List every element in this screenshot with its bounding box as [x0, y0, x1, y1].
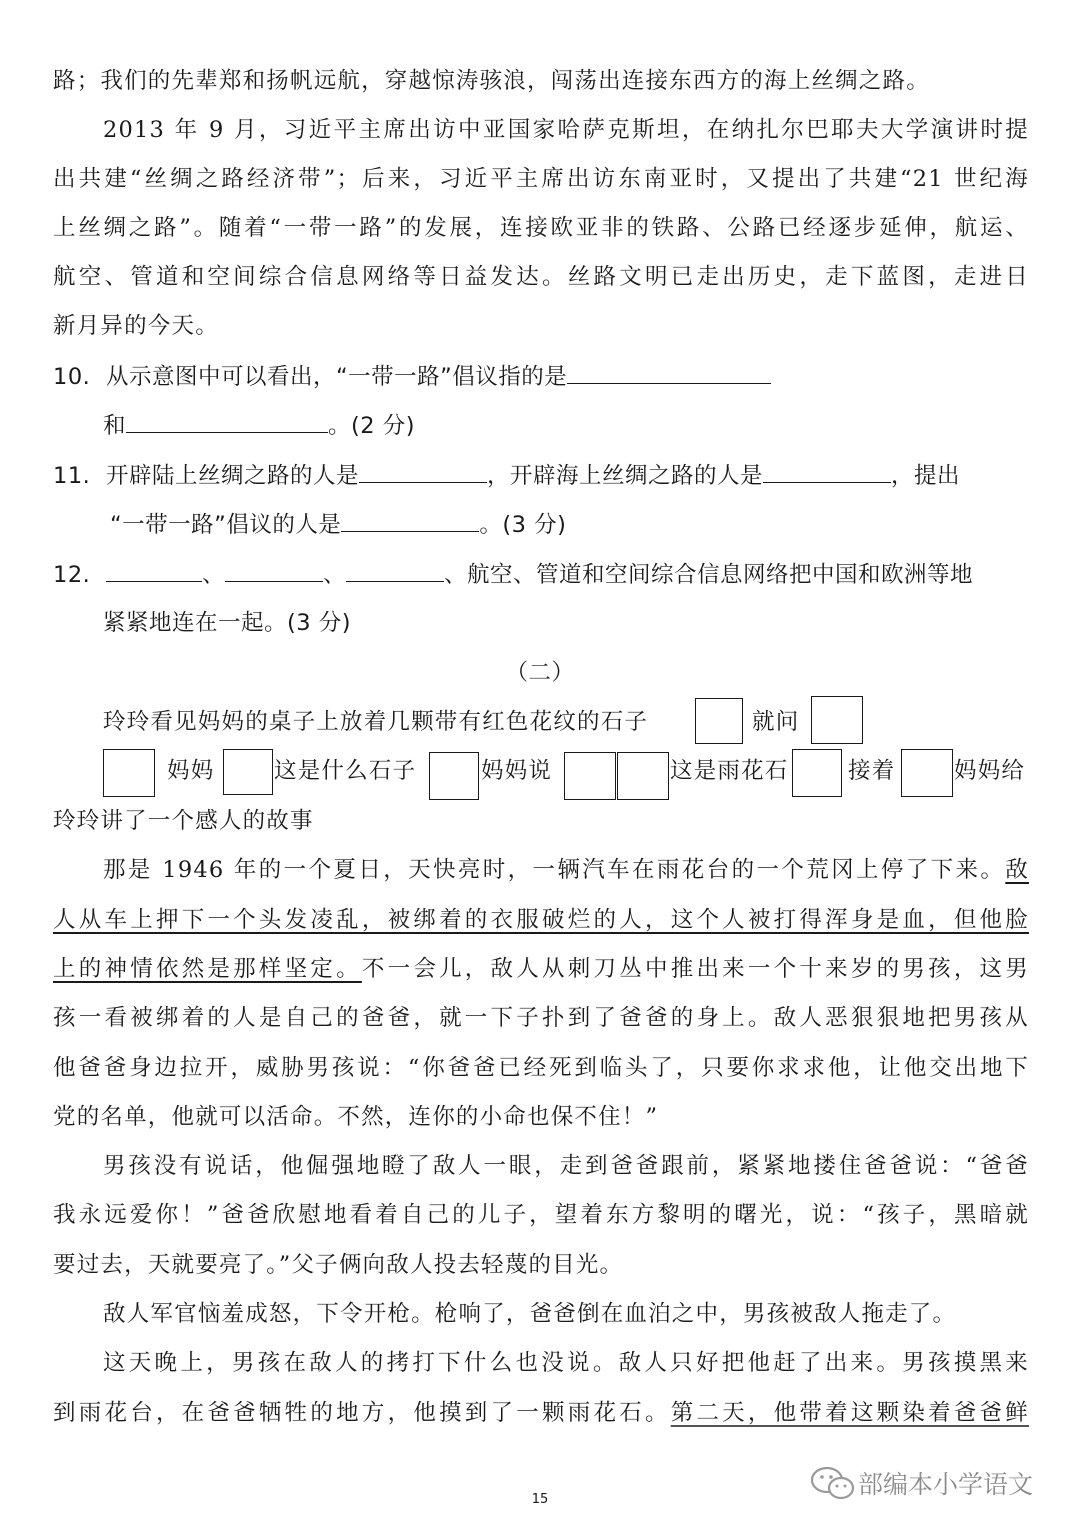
- text-fragment: 妈妈给: [954, 758, 1026, 784]
- text-line: 党的名单，他就可以活命。不然，连你的小命也保不住！”: [53, 1104, 659, 1130]
- answer-blank[interactable]: [126, 410, 328, 433]
- underlined-sentence: 上的神情依然是那样坚定。: [53, 956, 362, 982]
- question-text: 从示意图中可以看出，“一带一路”倡议指的是: [105, 364, 568, 390]
- separator: 、: [201, 562, 225, 588]
- answer-blank[interactable]: [225, 559, 323, 582]
- punctuation-box[interactable]: [617, 752, 669, 800]
- punctuation-box[interactable]: [811, 696, 863, 744]
- question-11: [53, 460, 1029, 491]
- question-text: 、航空、管道和空间综合信息网络把中国和欧洲等地: [443, 562, 973, 588]
- punctuation-box[interactable]: [429, 752, 479, 800]
- text-line: 男孩没有说话，他倔强地瞪了敌人一眼，走到爸爸跟前，紧紧地搂住爸爸说：“爸爸: [103, 1153, 1029, 1179]
- question-text: ，开辟海上丝绸之路的人是: [486, 463, 763, 489]
- underlined-sentence: 敌: [1005, 857, 1029, 883]
- question-text: ，提出: [890, 463, 960, 489]
- question-text: 和: [103, 413, 127, 439]
- text-line: 要过去，天就要亮了。”父子俩向敌人投去轻蔑的目光。: [53, 1252, 624, 1278]
- question-12-line2: 紧紧地连在一起。(3 分): [103, 610, 352, 636]
- text-line: 敌人军官恼羞成怒，下令开枪。枪响了，爸爸倒在血泊之中，男孩被敌人拖走了。: [103, 1301, 957, 1327]
- answer-blank[interactable]: [567, 361, 771, 384]
- punctuation-box[interactable]: [103, 749, 155, 797]
- question-10-line2: [103, 410, 1079, 441]
- question-11-line2: [110, 509, 1080, 540]
- text-line: [103, 855, 1029, 885]
- text-line: 航空、管道和空间综合信息网络等日益发达。丝路文明已走出历史，走下蓝图，走进日: [53, 264, 1029, 290]
- text-line: [53, 1398, 1029, 1428]
- text-fragment: 妈妈: [167, 758, 215, 784]
- punctuation-box[interactable]: [901, 749, 953, 797]
- question-score: 。(3 分): [479, 512, 567, 538]
- answer-blank[interactable]: [763, 460, 891, 483]
- answer-blank[interactable]: [359, 460, 487, 483]
- question-number: 12.: [53, 562, 91, 588]
- question-number: 11.: [53, 463, 91, 489]
- section-heading: （二）: [505, 660, 575, 686]
- text-line: [53, 954, 1029, 984]
- question-text: 开辟陆上丝绸之路的人是: [105, 463, 359, 489]
- text-line: 出共建“丝绸之路经济带”；后来，习近平主席出访东南亚时，又提出了共建“21 世纪海: [53, 166, 1029, 192]
- punctuation-box[interactable]: [564, 752, 616, 800]
- text-line: 这天晚上，男孩在敌人的拷打下什么也没说。敌人只好把他赶了出来。男孩摸黑来: [103, 1350, 1029, 1376]
- text-fragment: 到雨花台，在爸爸牺牲的地方，他摸到了一颗雨花石。: [53, 1400, 671, 1426]
- text-fragment: 接着: [848, 758, 896, 784]
- text-fragment: 不一会儿，敌人从刺刀丛中推出来一个十来岁的男孩，这男: [361, 956, 1030, 982]
- question-text: “一带一路”倡议的人是: [110, 512, 342, 538]
- separator: 、: [322, 562, 346, 588]
- punctuation-box[interactable]: [223, 749, 273, 795]
- text-line: 新月异的今天。: [53, 313, 219, 339]
- text-fragment: 妈妈说: [481, 758, 553, 784]
- text-fragment: 那是 1946 年的一个夏日，天快亮时，一辆汽车在雨花台的一个荒冈上停了下来。: [103, 857, 1006, 883]
- text-line: 我永远爱你！”爸爸欣慰地看着自己的儿子，望着东方黎明的曙光，说：“孩子，黑暗就: [53, 1202, 1029, 1228]
- answer-blank[interactable]: [346, 559, 444, 582]
- page-number: 15: [531, 1492, 549, 1507]
- text-line: 玲玲看见妈妈的桌子上放着几颗带有红色花纹的石子: [103, 709, 649, 735]
- punctuation-box[interactable]: [695, 698, 743, 744]
- question-number: 10.: [53, 364, 91, 390]
- underlined-sentence: 第二天，他带着这颗染着爸爸鲜: [670, 1400, 1029, 1426]
- question-10: [53, 361, 1029, 392]
- text-fragment: 就问: [752, 709, 800, 735]
- text-line: 上丝绸之路”。随着“一带一路”的发展，连接欧亚非的铁路、公路已经逐步延伸，航运、: [53, 215, 1029, 241]
- answer-blank[interactable]: [106, 559, 202, 582]
- underlined-sentence: 人从车上押下一个头发凌乱，被绑着的衣服破烂的人，这个人被打得浑身是血，但他脸: [53, 907, 1029, 933]
- question-score: 。(2 分): [328, 413, 416, 439]
- text-fragment: 这是雨花石: [670, 758, 789, 784]
- text-line: 他爸爸身边拉开，威胁男孩说：“你爸爸已经死到临头了，只要你求求他，让他交出地下: [53, 1055, 1029, 1081]
- text-line: 2013 年 9 月，习近平主席出访中亚国家哈萨克斯坦，在纳扎尔巴耶夫大学演讲时提: [103, 117, 1029, 143]
- text-line: 玲玲讲了一个感人的故事: [53, 808, 314, 834]
- answer-blank[interactable]: [341, 509, 479, 532]
- text-line: 孩一看被绑着的人是自己的爸爸，就一下子扑到了爸爸的身上。敌人恶狠狠地把男孩从: [53, 1005, 1029, 1031]
- text-line: 路；我们的先辈郑和扬帆远航，穿越惊涛骇浪，闯荡出连接东西方的海上丝绸之路。: [53, 68, 930, 94]
- question-12: [53, 559, 1029, 590]
- watermark: 部编本小学语文: [858, 1470, 1034, 1499]
- text-fragment: 这是什么石子: [274, 758, 417, 784]
- punctuation-box[interactable]: [792, 749, 842, 797]
